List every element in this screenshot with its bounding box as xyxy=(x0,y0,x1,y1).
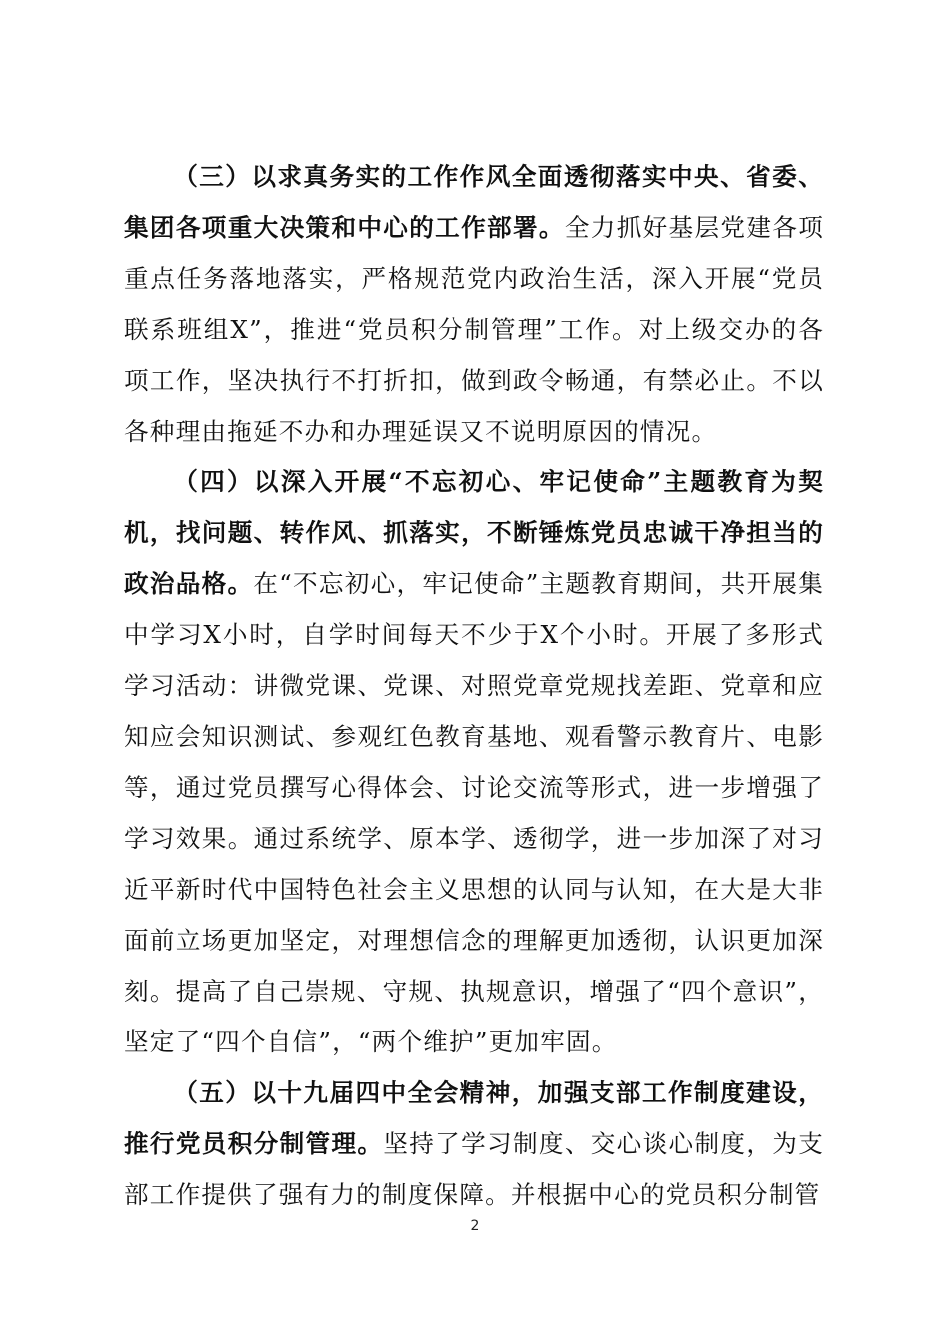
paragraph-text: 坚持了学习制度、交心谈心制度，为支部工作提供了强有力的制度保障。并根据中心的党员积分制管 xyxy=(124,1129,824,1210)
paragraph-heading: （四）以深入开展“不忘初心、牢记使命”主题教育为契机，找问题、转作风、抓落实，不断锤炼党员忠诚干净担当的政治品格。 xyxy=(124,467,824,599)
paragraph-text: 在“不忘初心，牢记使命”主题教育期间，共开展集中学习X小时，自学时间每天不少于X个小时。开展了多形式学习活动：讲微党课、党课、对照党章党规找差距、党章和应知应会知识测试、参观红色教育基地、观看警示教育片、电影等，通过党员撰写心得体会、讨论交流等形式，进一步增强了学习效果。通过系统学、原本学、透彻学，进一步加深了对习近平新时代中国特色社会主义思想的认同与认知，在大是大非面前立场更加坚定，对理想信念的理解更加透彻，认识更加深刻。提高了自己崇规、守规、执规意识，增强了“四个意识”，坚定了“四个自信”，“两个维护”更加牢固。 xyxy=(124,569,824,1057)
paragraph-heading: （五）以十九届四中全会精神，加强支部工作制度建设，推行党员积分制管理。 xyxy=(124,1078,824,1159)
paragraph-section-5 xyxy=(124,1068,824,1221)
paragraph-section-3 xyxy=(124,152,824,457)
document-body xyxy=(124,152,824,1221)
paragraph-heading: （三）以求真务实的工作作风全面透彻落实中央、省委、集团各项重大决策和中心的工作部署。 xyxy=(124,162,824,242)
paragraph-text: 全力抓好基层党建各项重点任务落地落实，严格规范党内政治生活，深入开展“党员联系班组X”，推进“党员积分制管理”工作。对上级交办的各项工作，坚决执行不打折扣，做到政令畅通，有禁必止。不以各种理由拖延不办和办理延误又不说明原因的情况。 xyxy=(124,212,824,446)
page-number: 2 xyxy=(470,1218,480,1234)
paragraph-section-4 xyxy=(124,457,824,1068)
